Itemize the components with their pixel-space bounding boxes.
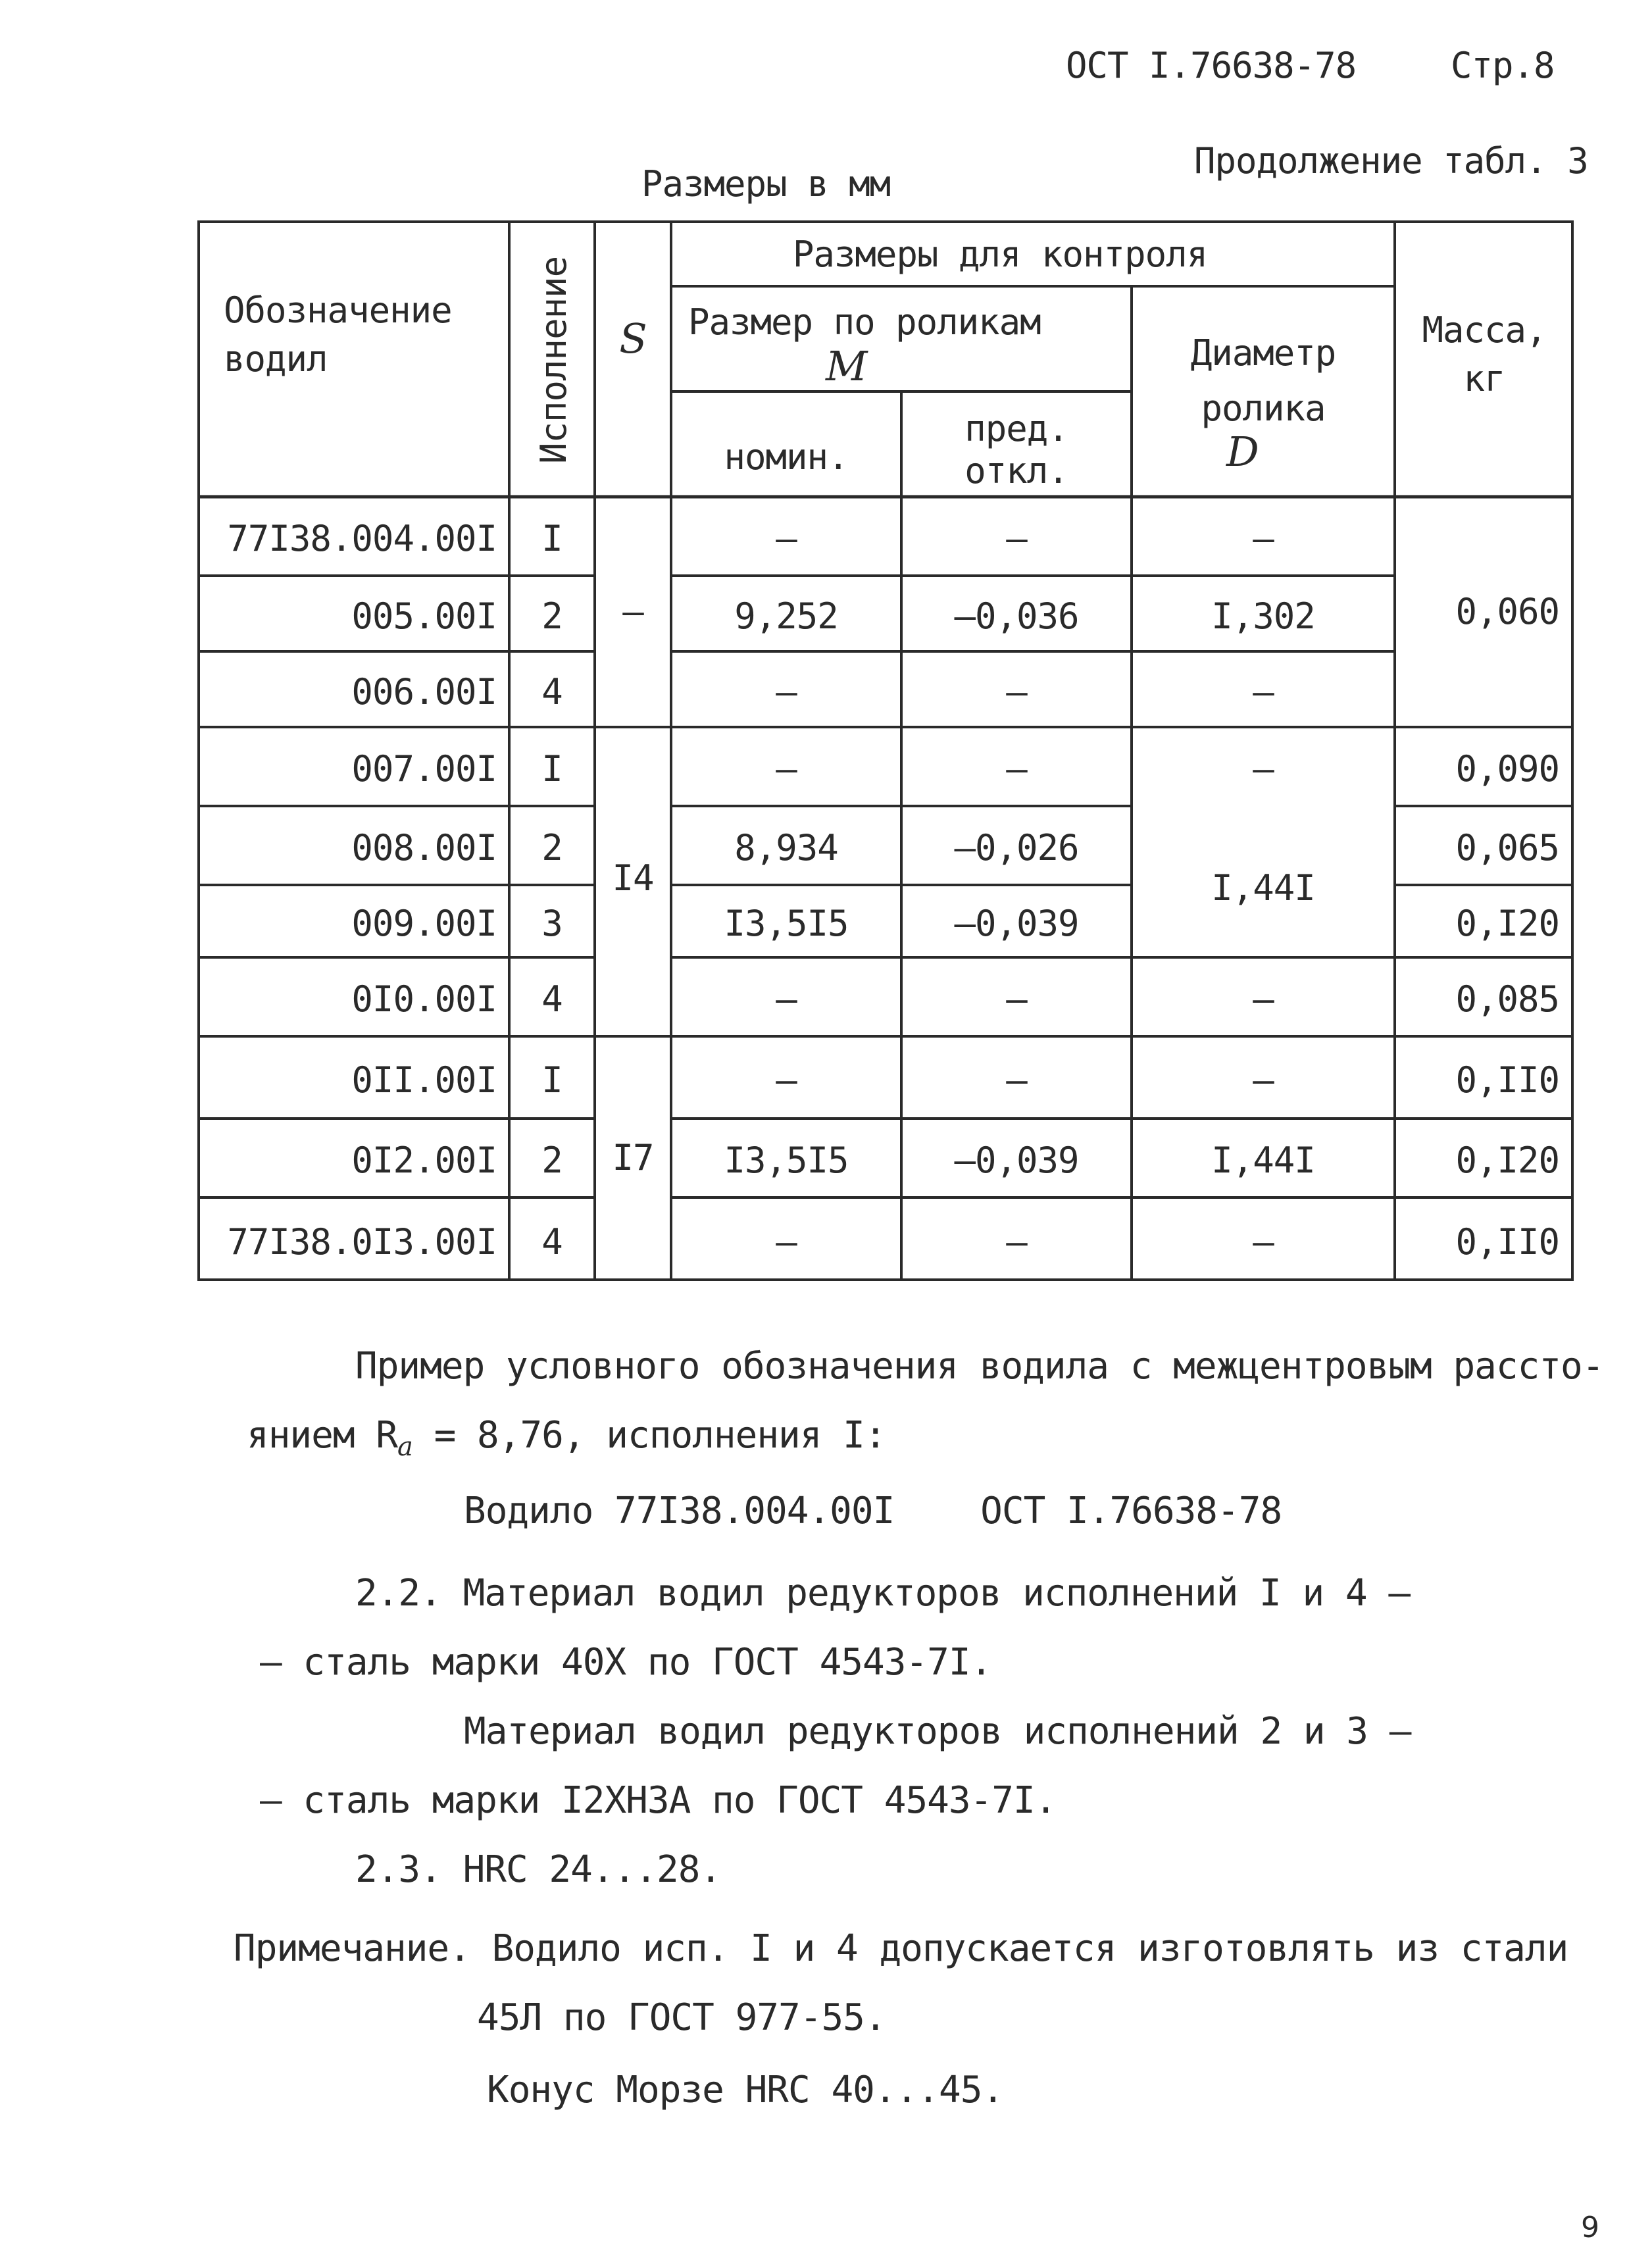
cell-designation: 009.00I — [351, 903, 497, 944]
header-s: S — [619, 315, 647, 363]
table-continuation: Продолжение табл. 3 — [1194, 140, 1588, 182]
cell-mass: 0,II0 — [1455, 1221, 1559, 1263]
cell-nominal: – — [776, 978, 797, 1020]
cell-deviation: –0,039 — [954, 1140, 1079, 1181]
cell-diameter: – — [1253, 748, 1274, 790]
cell-nominal: 8,934 — [734, 827, 838, 869]
cell-designation: 0I2.00I — [351, 1140, 497, 1181]
cell-deviation: –0,039 — [954, 903, 1079, 944]
cell-variant: 2 — [541, 1140, 563, 1181]
clause-2-3: 2.3. HRC 24...28. — [355, 1848, 722, 1891]
header-deviation: пред. откл. — [964, 408, 1068, 491]
cell-designation: 77I38.0I3.00I — [227, 1221, 497, 1263]
header-mass: Масса, кг — [1422, 309, 1547, 399]
cell-nominal: I3,5I5 — [724, 903, 849, 944]
cell-nominal: – — [776, 518, 797, 559]
cell-nominal: I3,5I5 — [724, 1140, 849, 1181]
cell-variant: I — [541, 748, 563, 790]
cell-diameter: I,44I — [1211, 1140, 1315, 1181]
cell-deviation: – — [1006, 518, 1027, 559]
cell-deviation: – — [1006, 978, 1027, 1020]
cell-deviation: –0,026 — [954, 827, 1079, 869]
cell-nominal: – — [776, 748, 797, 790]
cell-diameter: – — [1253, 670, 1274, 713]
cell-variant: 2 — [541, 595, 563, 637]
example-line-2a: янием R — [247, 1414, 398, 1457]
page-label: Стр.8 — [1451, 45, 1555, 86]
header-control-sizes: Размеры для контроля — [792, 234, 1208, 275]
header-variant: Исполнение — [533, 256, 574, 464]
note-line-1: Примечание. Водило исп. I и 4 допускается изготовлять из стали — [234, 1927, 1568, 1970]
cell-designation: 007.00I — [351, 748, 497, 790]
diameter-group-2: I,44I — [1211, 867, 1315, 909]
header-roller-diameter: Диаметр ролика — [1190, 332, 1336, 429]
header-designation: Обозначение водил — [224, 290, 452, 380]
cell-variant: 2 — [541, 827, 563, 869]
cell-diameter: – — [1253, 518, 1274, 559]
header-roller-size-symbol: M — [826, 342, 867, 390]
cell-variant: 4 — [541, 1221, 563, 1263]
header-nominal: номин. — [724, 436, 849, 478]
cell-nominal: – — [776, 1059, 797, 1101]
s-group-3: I7 — [612, 1137, 654, 1178]
cell-diameter: – — [1253, 1221, 1274, 1263]
cell-mass: 0,090 — [1455, 748, 1559, 790]
clause-2-2-line-2: – сталь марки 40Х по ГОСТ 4543-7I. — [260, 1641, 992, 1684]
cell-deviation: – — [1006, 1059, 1027, 1101]
cell-deviation: – — [1006, 670, 1027, 713]
clause-2-2-line-4: – сталь марки I2ХН3А по ГОСТ 4543-7I. — [260, 1779, 1057, 1822]
header-roller-diameter-symbol: D — [1226, 428, 1259, 476]
ra-subscript: a — [397, 1432, 413, 1463]
cell-mass: 0,085 — [1455, 978, 1559, 1020]
clause-2-2-line-3: Материал водил редукторов исполнений 2 и 3 – — [464, 1710, 1411, 1753]
cell-diameter: I,302 — [1211, 595, 1315, 637]
header-roller-size: Размер по роликам — [688, 301, 1041, 343]
cell-nominal: – — [776, 1221, 797, 1263]
cell-nominal: 9,252 — [734, 595, 838, 637]
cell-mass: 0,I20 — [1455, 903, 1559, 944]
cell-deviation: – — [1006, 748, 1027, 790]
units-caption: Размеры в мм — [641, 163, 891, 205]
cell-designation: 006.00I — [351, 670, 497, 713]
cell-deviation: –0,036 — [954, 595, 1079, 637]
cell-variant: 3 — [541, 903, 563, 944]
clause-2-2-line-1: 2.2. Материал водил редукторов исполнений I и 4 – — [355, 1572, 1411, 1615]
page-number: 9 — [1581, 2211, 1599, 2244]
cell-variant: I — [541, 518, 563, 559]
cell-designation: 008.00I — [351, 827, 497, 869]
example-line-1: Пример условного обозначения водила с межцентровым рассто- — [355, 1345, 1604, 1388]
cell-designation: 0I0.00I — [351, 978, 497, 1020]
mass-group-1: 0,060 — [1455, 591, 1559, 632]
cell-mass: 0,II0 — [1455, 1059, 1559, 1101]
s-group-2: I4 — [612, 857, 654, 899]
cell-variant: 4 — [541, 670, 563, 713]
cell-variant: I — [541, 1059, 563, 1101]
cell-diameter: – — [1253, 978, 1274, 1020]
example-designation: Водило 77I38.004.00I ОСТ I.76638-78 — [464, 1490, 1282, 1532]
note-line-3: Конус Морзе HRC 40...45. — [487, 2069, 1004, 2111]
cell-mass: 0,065 — [1455, 827, 1559, 869]
example-line-2 — [247, 1415, 886, 1468]
dimensions-table — [197, 220, 1574, 1281]
document-number: ОСТ I.76638-78 — [1066, 45, 1357, 86]
s-group-1: – — [622, 591, 643, 632]
cell-designation: 005.00I — [351, 595, 497, 637]
cell-designation: 77I38.004.00I — [227, 518, 497, 559]
example-line-2b: = 8,76, исполнения I: — [412, 1414, 886, 1457]
cell-variant: 4 — [541, 978, 563, 1020]
note-line-2: 45Л по ГОСТ 977-55. — [477, 1996, 886, 2039]
cell-diameter: – — [1253, 1059, 1274, 1101]
cell-deviation: – — [1006, 1221, 1027, 1263]
cell-nominal: – — [776, 670, 797, 713]
cell-designation: 0II.00I — [351, 1059, 497, 1101]
cell-mass: 0,I20 — [1455, 1140, 1559, 1181]
